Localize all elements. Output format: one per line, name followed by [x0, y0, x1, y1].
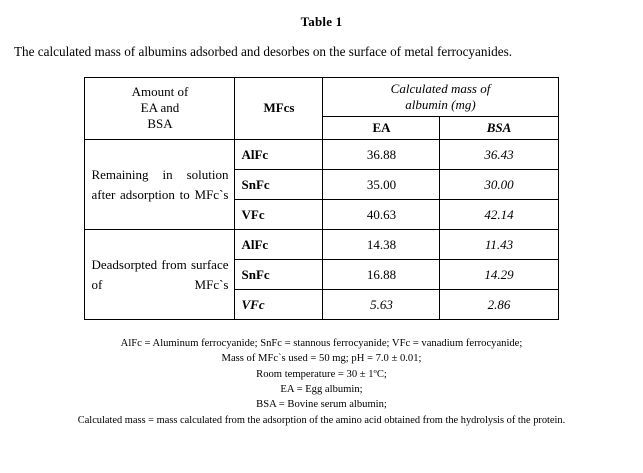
header-amount-line3: BSA	[147, 116, 173, 132]
footnote-line: BSA = Bovine serum albumin;	[256, 399, 387, 411]
cell-bsa-value: 36.43	[440, 140, 558, 170]
footnote-line: Room temperature = 30 ± 1ºC;	[256, 368, 387, 380]
header-amount-line1: Amount of	[131, 83, 189, 99]
table-body	[85, 140, 558, 320]
group-label-deadsorpted: Deadsorpted from surface of MFc`s	[85, 230, 235, 320]
table-header-row-1	[85, 77, 558, 117]
table-row	[85, 140, 558, 170]
group-label-remaining: Remaining in solution after adsorption to MFc`s	[85, 140, 235, 230]
cell-mfc: SnFc	[235, 170, 323, 200]
cell-mfc: AlFc	[235, 140, 323, 170]
cell-bsa-value: 11.43	[440, 230, 558, 260]
header-calculated-mass-line1: Calculated mass of	[390, 80, 491, 96]
table-container	[14, 77, 629, 321]
cell-bsa-value: 14.29	[440, 260, 558, 290]
cell-bsa-value: 30.00	[440, 170, 558, 200]
cell-ea-value: 36.88	[323, 140, 440, 170]
cell-mfc: AlFc	[235, 230, 323, 260]
footnote-line: AlFc = Aluminum ferrocyanide; SnFc = stannous ferrocyanide; VFc = vanadium ferrocyanide;	[120, 338, 523, 349]
cell-mfc: SnFc	[235, 260, 323, 290]
header-amount-line2: EA and	[140, 100, 180, 116]
cell-bsa-value: 2.86	[440, 290, 558, 320]
cell-mfc: VFc	[235, 200, 323, 230]
header-bsa: BSA	[440, 117, 558, 140]
table-head	[85, 77, 558, 140]
footnote-line: EA = Egg albumin;	[280, 384, 363, 396]
header-amount	[85, 77, 235, 140]
header-mfcs: MFcs	[235, 77, 323, 140]
cell-ea-value: 16.88	[323, 260, 440, 290]
footnotes	[14, 336, 629, 428]
header-ea: EA	[323, 117, 440, 140]
cell-ea-value: 35.00	[323, 170, 440, 200]
cell-ea-value: 5.63	[323, 290, 440, 320]
page-title: Table 1	[300, 14, 343, 29]
cell-ea-value: 14.38	[323, 230, 440, 260]
table-row	[85, 230, 558, 260]
footnote-line: Calculated mass = mass calculated from the adsorption of the amino acid obtained from the hydrolysis of the protein.	[77, 414, 566, 426]
cell-bsa-value: 42.14	[440, 200, 558, 230]
footnote-line: Mass of MFc`s used = 50 mg; pH = 7.0 ± 0.01;	[221, 353, 422, 365]
cell-mfc: VFc	[235, 290, 323, 320]
header-calculated-mass-line2: albumin (mg)	[405, 96, 476, 112]
table-caption: The calculated mass of albumins adsorbed and desorbes on the surface of metal ferrocyanides.	[14, 44, 513, 59]
data-table	[84, 77, 558, 321]
header-calculated-mass	[323, 77, 558, 117]
cell-ea-value: 40.63	[323, 200, 440, 230]
